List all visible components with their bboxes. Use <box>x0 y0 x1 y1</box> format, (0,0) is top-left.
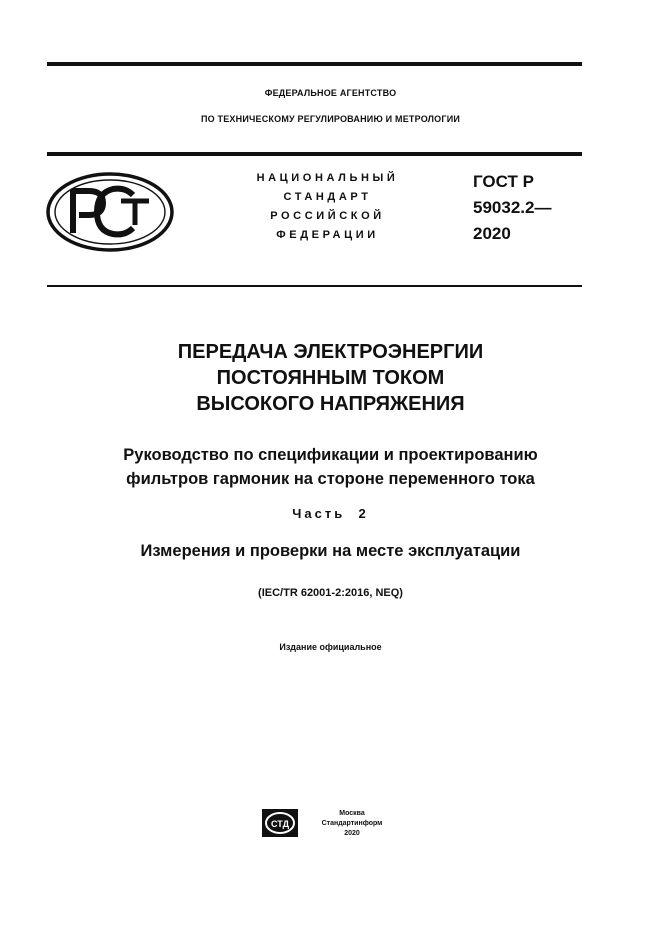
gost-code-line-2: 59032.2— <box>473 198 552 217</box>
agency-line-2: ПО ТЕХНИЧЕСКОМУ РЕГУЛИРОВАНИЮ И МЕТРОЛОГИИ <box>200 114 461 124</box>
standard-type-line-3: РОССИЙСКОЙ <box>270 210 385 222</box>
part-label: Часть 2 <box>292 506 369 521</box>
gost-code-line-1: ГОСТ Р <box>473 172 534 191</box>
reference: (IEC/TR 62001-2:2016, NEQ) <box>258 587 403 599</box>
part-title: Измерения и проверки на месте эксплуатации <box>140 542 521 560</box>
standard-type-line-4: ФЕДЕРАЦИИ <box>276 229 379 241</box>
title-line-3: ВЫСОКОГО НАПРЯЖЕНИЯ <box>196 393 465 415</box>
publisher-year: 2020 <box>344 830 360 837</box>
subtitle-line-2: фильтров гармоник на стороне переменного тока <box>126 470 535 488</box>
edition-label: Издание официальное <box>279 642 382 652</box>
gost-emblem-icon <box>45 171 175 253</box>
standard-type-line-2: СТАНДАРТ <box>283 191 372 203</box>
header-rule <box>47 152 582 156</box>
title-line-1: ПЕРЕДАЧА ЭЛЕКТРОЭНЕРГИИ <box>177 341 484 363</box>
standartinform-logo-icon <box>261 808 299 838</box>
publisher-logo-text: СТД <box>271 819 289 829</box>
publisher-name: Стандартинформ <box>321 820 383 827</box>
title-line-2: ПОСТОЯННЫМ ТОКОМ <box>216 367 445 389</box>
gost-code-line-3: 2020 <box>473 224 511 243</box>
publisher-city: Москва <box>339 810 365 817</box>
subtitle-line-1: Руководство по спецификации и проектированию <box>123 446 538 464</box>
standard-block-rule <box>47 285 582 287</box>
top-rule <box>47 62 582 66</box>
standard-type-line-1: НАЦИОНАЛЬНЫЙ <box>256 172 399 184</box>
agency-line-1: ФЕДЕРАЛЬНОЕ АГЕНТСТВО <box>264 88 397 98</box>
